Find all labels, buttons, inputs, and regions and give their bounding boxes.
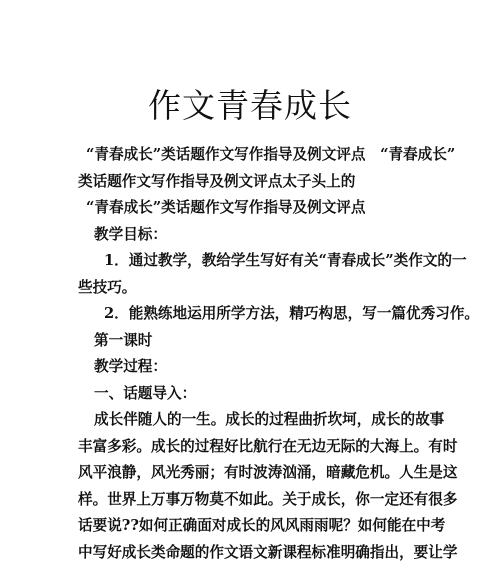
- paragraph-line: 丰富多彩。成长的过程好比航行在无边无际的大海上。有时: [78, 434, 433, 461]
- paragraph-line: 些技巧。: [78, 275, 433, 302]
- paragraph-line: 教学目标：: [78, 222, 433, 249]
- paragraph-line: 类话题作文写作指导及例文评点太子头上的: [78, 169, 433, 196]
- paragraph-line: 样。世界上万事万物莫不如此。关于成长，你一定还有很多: [78, 487, 433, 514]
- paragraph-line: 风平浪静，风光秀丽；有时波涛汹涌，暗藏危机。人生是这: [78, 460, 433, 487]
- paragraph-line: 成长伴随人的一生。成长的过程曲折坎坷，成长的故事: [78, 407, 433, 434]
- paragraph-line: 一、话题导入：: [78, 381, 433, 408]
- paragraph-line: 2．能熟练地运用所学方法，精巧构思，写一篇优秀习作。: [78, 301, 433, 328]
- paragraph-line: “青春成长”类话题作文写作指导及例文评点 “青春成长”: [78, 142, 433, 169]
- paragraph-line: 1．通过教学，教给学生写好有关“青春成长”类作文的一: [78, 248, 433, 275]
- paragraph-line: 话要说??如何正确面对成长的风风雨雨呢？如何能在中考: [78, 513, 433, 540]
- document-title: 作文青春成长: [0, 82, 500, 130]
- document-body: [78, 142, 433, 566]
- paragraph-line: 中写好成长类命题的作文语文新课程标准明确指出，要让学: [78, 540, 433, 566]
- paragraph-line: 教学过程：: [78, 354, 433, 381]
- paragraph-line: 第一课时: [78, 328, 433, 355]
- paragraph-line: “青春成长”类话题作文写作指导及例文评点: [78, 195, 433, 222]
